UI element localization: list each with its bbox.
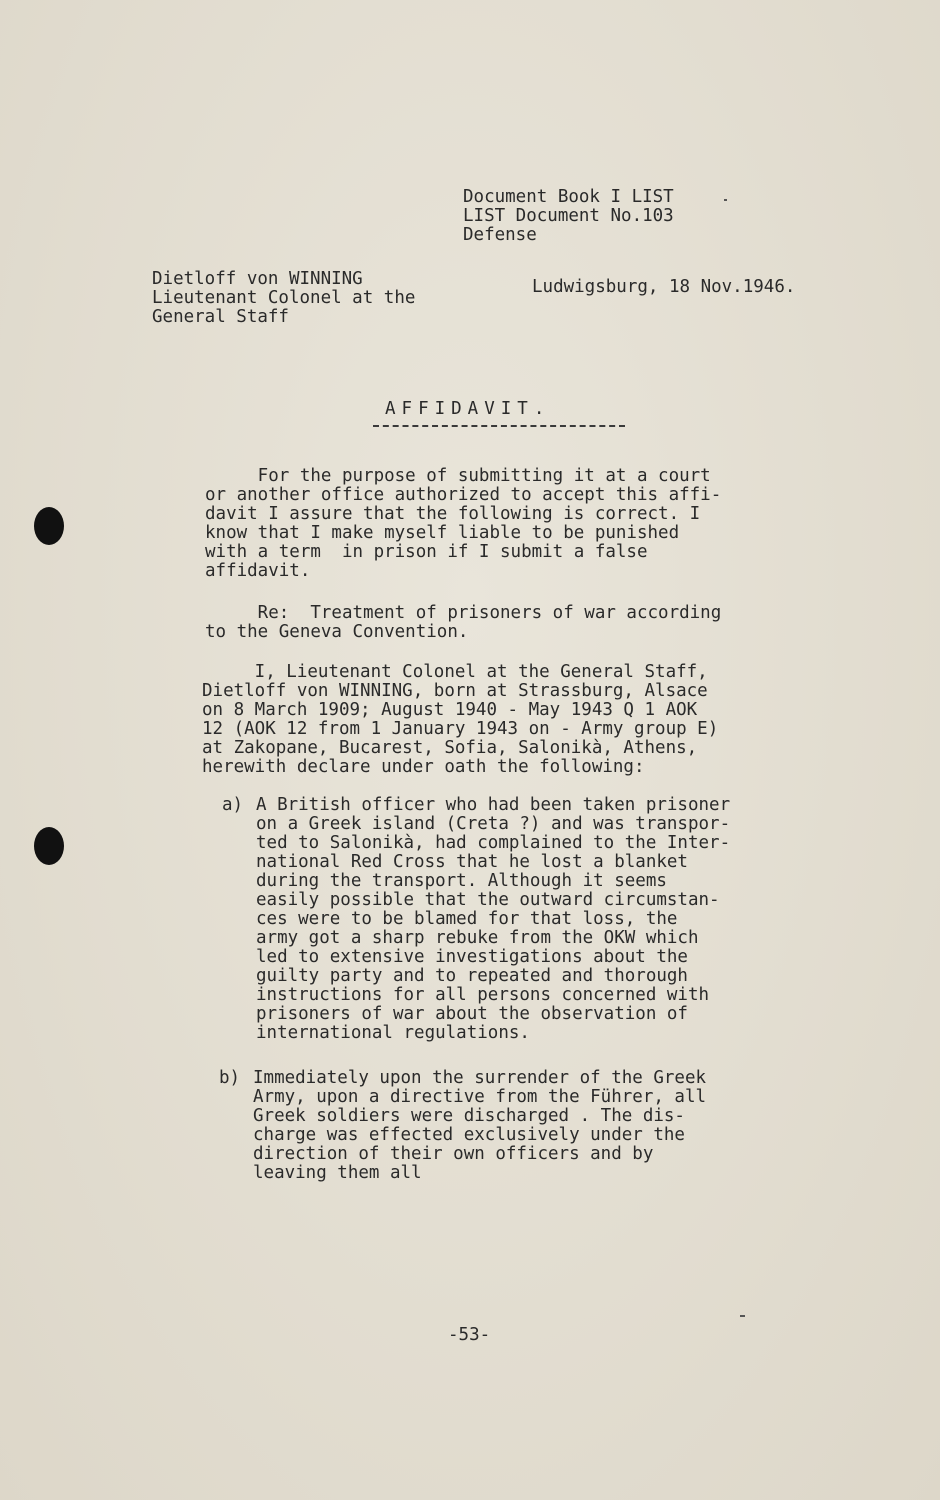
document-title: AFFIDAVIT. [385, 399, 551, 419]
ink-speck [740, 1315, 745, 1317]
ink-speck [724, 199, 727, 201]
punch-hole-top [34, 507, 64, 545]
item-b-text: Immediately upon the surrender of the Greek Army, upon a directive from the Führer, all Greek soldiers were discharged . The dis- charge was effected exclusively under the direction of their own officers and by leaving them all [253, 1068, 707, 1183]
place-and-date: Ludwigsburg, 18 Nov.1946. [532, 277, 796, 297]
sender-rank: Lieutenant Colonel at the [152, 288, 416, 308]
sender-block [152, 270, 415, 327]
item-a-label: a) [222, 795, 244, 815]
document-reference-header [463, 188, 674, 245]
intro-paragraph: For the purpose of submitting it at a court or another office authorized to accept this affi- davit I assure that the following is correct. I know that I make myself liable to be punished with a term in prison if I submit a false affidavit. [205, 466, 722, 581]
punch-hole-bottom [34, 827, 64, 865]
subject-paragraph: Re: Treatment of prisoners of war according to the Geneva Convention. [205, 603, 722, 642]
sender-name: Dietloff von WINNING [152, 269, 363, 289]
header-line-1: Document Book I LIST [463, 187, 674, 207]
item-a-text: A British officer who had been taken prisoner on a Greek island (Creta ?) and was transpor- ted to Salonikà, had complained to the Inter- national Red Cross that he lost a blanket during the transport. Although it seems easily possible that the outward circumstan- ces were to be blamed for that loss, the army got a sharp rebuke from the OKW which led to extensive investigations about the guilty party and to repeated and thorough instructions for all persons concerned with prisoners of war about the observation of international regulations. [256, 795, 731, 1043]
header-line-3: Defense [463, 225, 537, 245]
sender-unit: General Staff [152, 307, 289, 327]
page-number: -53- [448, 1325, 491, 1345]
declarant-paragraph: I, Lieutenant Colonel at the General Staff, Dietloff von WINNING, born at Strassburg, Alsace on 8 March 1909; August 1940 - May 1943 Q 1 AOK 12 (AOK 12 from 1 January 1943 on - Army group E) at Zakopane, Bucarest, Sofia, Salonikà, Athens, herewith declare under oath the following: [202, 662, 719, 777]
item-b-label: b) [219, 1068, 241, 1088]
header-line-2: LIST Document No.103 [463, 206, 674, 226]
title-underline [373, 425, 625, 427]
